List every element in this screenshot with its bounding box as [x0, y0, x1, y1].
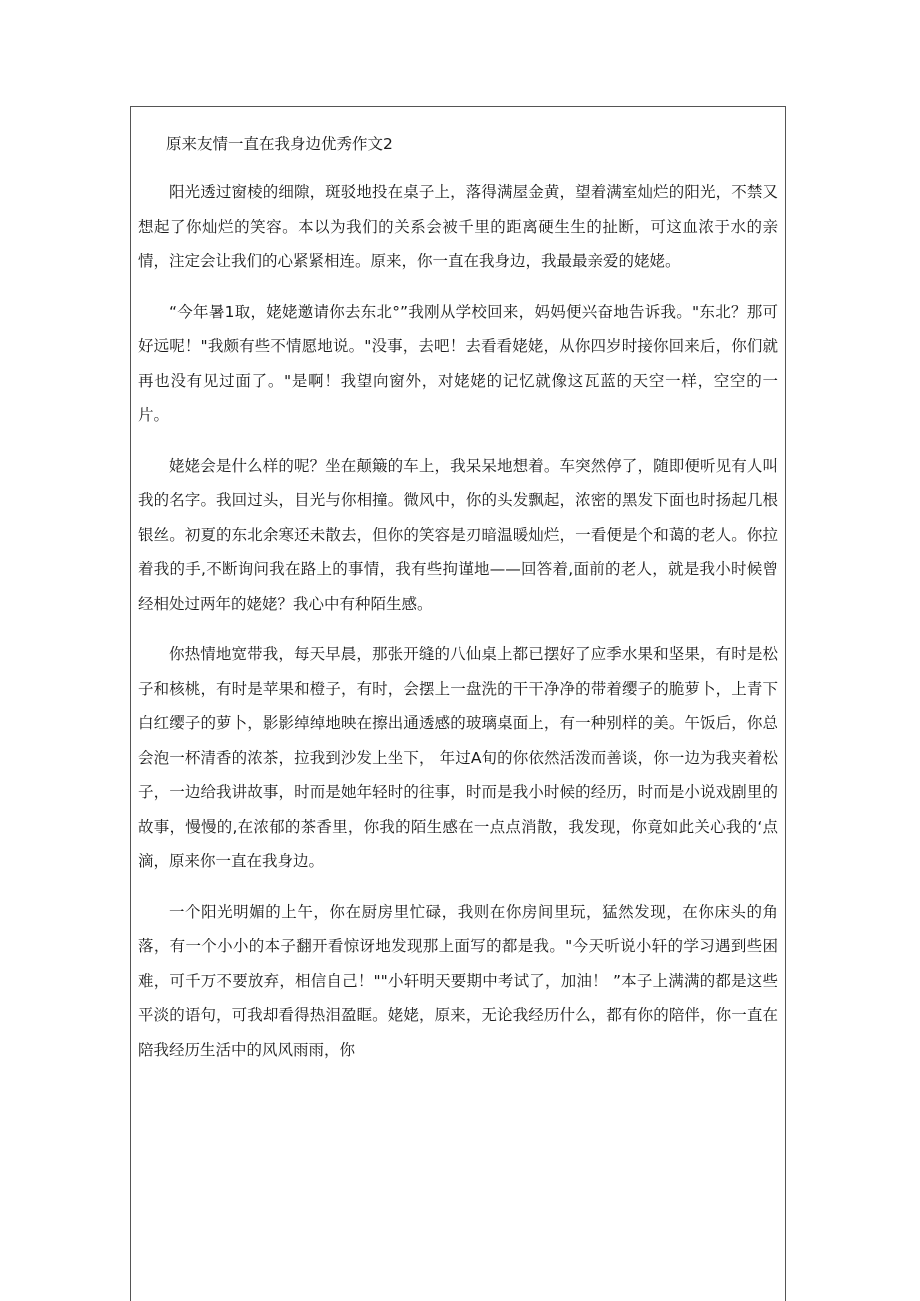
page-frame — [130, 106, 786, 1301]
essay-paragraph-3: 姥姥会是什么样的呢？坐在颠簸的车上，我呆呆地想着。车突然停了，随即便听见有人叫我的名字。我回过头，目光与你相撞。微风中，你的头发飘起，浓密的黑发下面也时扬起几根银丝。初夏的东北余寒还未散去，但你的笑容是刃暗温暖灿烂，一看便是个和蔼的老人。你拉着我的手,不断询问我在路上的事情，我有些拘谨地——回答着,面前的老人，就是我小时候曾经相处过两年的姥姥？我心中有种陌生感。 — [138, 456, 778, 613]
essay-paragraph-2: “今年暑1取，姥姥邀请你去东北°”我刚从学校回来，妈妈便兴奋地告诉我。"东北？那可好远呢！"我颇有些不情愿地说。"没事，去吧！去看看姥姥，从你四岁时接你回来后，你们就再也没有见过面了。"是啊！我望向窗外，对姥姥的记忆就像这瓦蓝的天空一样，空空的一片。 — [138, 302, 778, 424]
essay-paragraph-5: 一个阳光明媚的上午，你在厨房里忙碌，我则在你房间里玩，猛然发现，在你床头的角落，有一个小小的本子翻开看惊讶地发现那上面写的都是我。"今天听说小轩的学习遇到些困难，可千万不要放弃，相信自己！""小轩明天要期中考试了，加油！ ”本子上满满的都是这些平淡的语句，可我却看得热泪盈眶。姥姥，原来，无论我经历什么，都有你的陪伴，你一直在陪我经历生活中的风风雨雨，你 — [138, 902, 779, 1059]
essay-paragraph-1: 阳光透过窗棱的细隙，斑驳地投在桌子上，落得满屋金黄，望着满室灿烂的阳光，不禁又想起了你灿烂的笑容。本以为我们的关系会被千里的距离硬生生的扯断，可这血浓于水的亲情，注定会让我们的心紧紧相连。原来，你一直在我身边，我最最亲爱的姥姥。 — [138, 183, 778, 270]
essay-paragraph-4: 你热情地宽带我，每天早晨，那张开缝的八仙桌上都已摆好了应季水果和坚果，有时是松子和核桃，有时是苹果和橙子，有时，会摆上一盘洗的干干净净的带着缨子的脆萝卜，上青下白红缨子的萝卜，影影绰绰地映在擦出通透感的玻璃桌面上，有一种别样的美。午饭后，你总会泡一杯清香的浓茶，拉我到沙发上坐下， 年过A旬的你依然活泼而善谈，你一边为我夹着松子，一边给我讲故事，时而是她年轻时的往事，时而是我小时候的经历，时而是小说戏剧里的故事，慢慢的,在浓郁的茶香里，你我的陌生感在一点点消散，我发现，你竟如此关心我的‘点滴，原来你一直在我身边。 — [138, 645, 778, 870]
essay-title: 原来友情一直在我身边优秀作文2 — [166, 135, 393, 153]
essay-content — [138, 129, 778, 1083]
